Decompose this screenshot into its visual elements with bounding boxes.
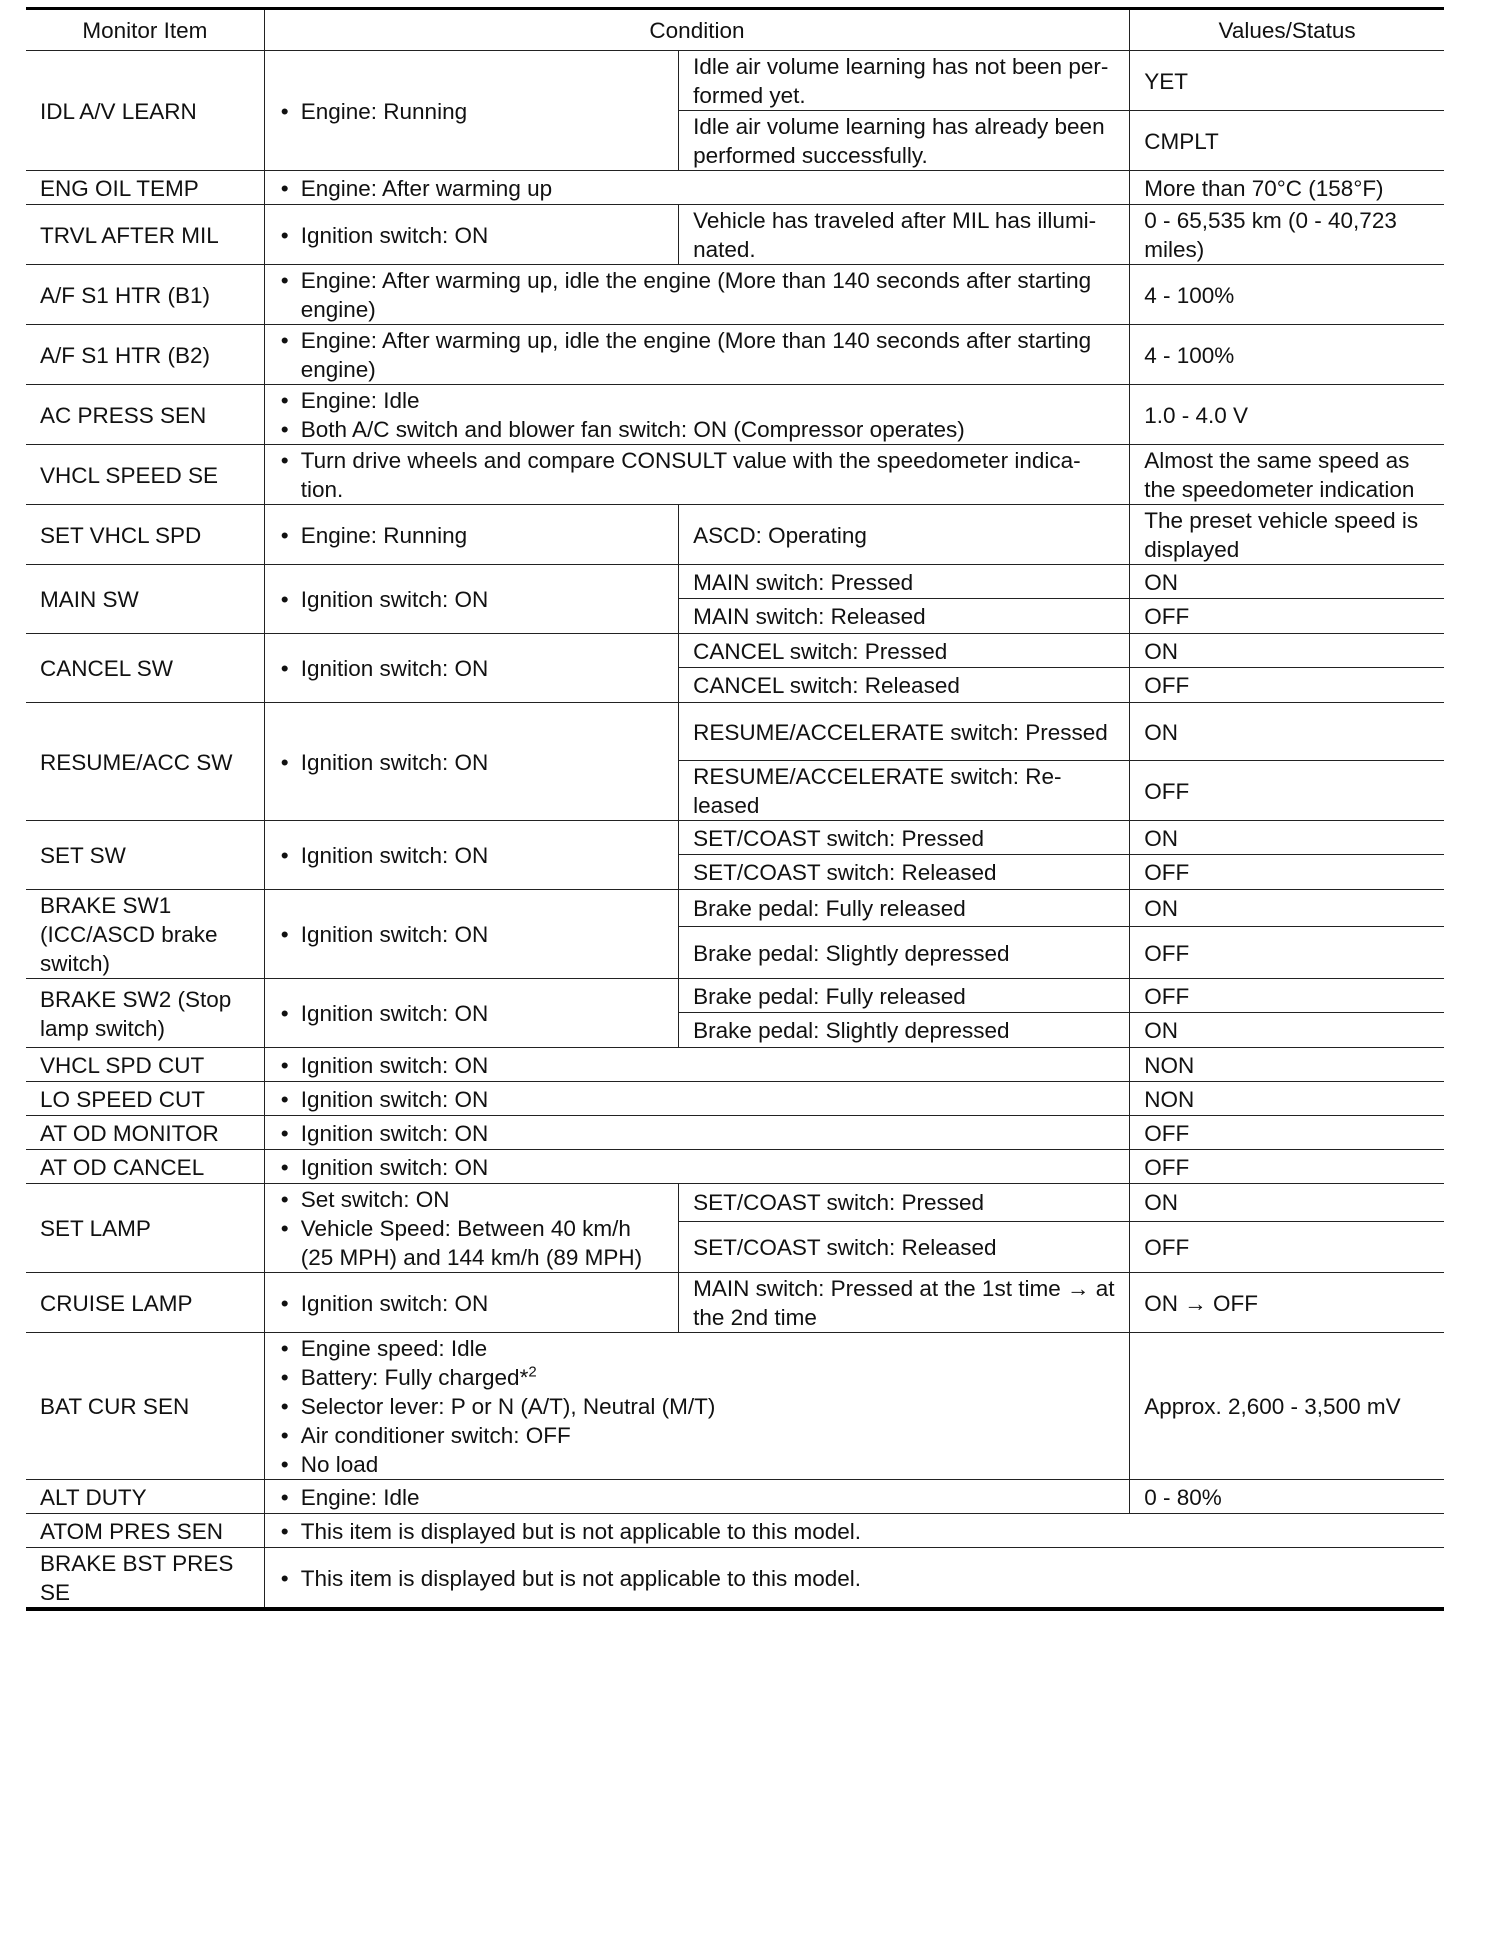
value-cell: ON: [1130, 565, 1444, 599]
condition-item: • Ignition switch: ON: [279, 1051, 1115, 1080]
condition-cell: [264, 703, 678, 821]
condition-list: [279, 1334, 1115, 1479]
value-cell: OFF: [1130, 599, 1444, 634]
condition-list: [279, 999, 664, 1028]
value-cell: More than 70°C (158°F): [1130, 171, 1444, 205]
condition-cell: [264, 890, 678, 979]
monitor-item-cell: ENG OIL TEMP: [26, 171, 264, 205]
table-row: [26, 565, 1444, 599]
monitor-item-cell: SET VHCL SPD: [26, 505, 264, 565]
condition-list: [279, 1185, 664, 1272]
condition-cell: [264, 1150, 1129, 1184]
value-cell: OFF: [1130, 855, 1444, 890]
value-cell: ON: [1130, 703, 1444, 761]
condition-cell: [264, 565, 678, 634]
condition-list: [279, 1119, 1115, 1148]
condition-cell: [264, 445, 1129, 505]
condition-item: • Vehicle Speed: Between 40 km/h (25 MPH) and 144 km/h (89 MPH): [279, 1214, 664, 1272]
condition-cell: [264, 205, 678, 265]
condition-item: • Set switch: ON: [279, 1185, 664, 1214]
monitor-item-cell: VHCL SPEED SE: [26, 445, 264, 505]
value-cell: Approx. 2,600 - 3,500 mV: [1130, 1333, 1444, 1480]
condition-list: [279, 920, 664, 949]
condition-cell: [264, 1514, 1444, 1548]
condition-cell: [264, 1184, 678, 1273]
condition-item: • Engine: After warming up, idle the engine (More than 140 seconds after starting engine): [279, 266, 1115, 324]
value-cell: The preset vehicle speed is displayed: [1130, 505, 1444, 565]
monitor-item-table: [26, 7, 1444, 1611]
condition-item: • Engine: After warming up: [279, 174, 1115, 203]
condition-list: [279, 1483, 1115, 1512]
table-row: [26, 325, 1444, 385]
value-cell: ON → OFF: [1130, 1273, 1444, 1333]
value-cell: ON: [1130, 890, 1444, 927]
table-row: [26, 1150, 1444, 1184]
table-row: [26, 821, 1444, 855]
value-cell: ON: [1130, 821, 1444, 855]
value-cell: Almost the same speed as the speedometer indication: [1130, 445, 1444, 505]
condition-cell: [264, 634, 678, 703]
condition-item: [279, 1363, 1115, 1392]
table-row: [26, 505, 1444, 565]
condition-item: • No load: [279, 1450, 1115, 1479]
condition-list: [279, 1517, 1430, 1546]
table-row: [26, 1333, 1444, 1480]
header-condition: Condition: [264, 9, 1129, 51]
condition-item: • Ignition switch: ON: [279, 1289, 664, 1318]
condition-item: • Engine: Idle: [279, 1483, 1115, 1512]
condition-list: [279, 1085, 1115, 1114]
condition-cell: [264, 1273, 678, 1333]
condition-cell: [264, 505, 678, 565]
monitor-item-cell: CANCEL SW: [26, 634, 264, 703]
monitor-item-cell: AT OD MONITOR: [26, 1116, 264, 1150]
value-cell: OFF: [1130, 1150, 1444, 1184]
condition-list: [279, 174, 1115, 203]
monitor-item-cell: SET LAMP: [26, 1184, 264, 1273]
condition-cell: [264, 821, 678, 890]
table-header-row: [26, 9, 1444, 51]
monitor-item-cell: ALT DUTY: [26, 1480, 264, 1514]
table-row: [26, 1116, 1444, 1150]
table-row: [26, 703, 1444, 761]
condition-list: [279, 1289, 664, 1318]
sub-condition-cell: RESUME/ACCELERATE switch: Pressed: [679, 703, 1130, 761]
condition-cell: [264, 1116, 1129, 1150]
condition-cell: [264, 1082, 1129, 1116]
monitor-item-cell: A/F S1 HTR (B2): [26, 325, 264, 385]
value-cell: OFF: [1130, 668, 1444, 703]
header-values-status: Values/Status: [1130, 9, 1444, 51]
value-cell: 0 - 80%: [1130, 1480, 1444, 1514]
monitor-item-cell: RESUME/ACC SW: [26, 703, 264, 821]
condition-list: [279, 1051, 1115, 1080]
table-row: [26, 205, 1444, 265]
condition-item: • Ignition switch: ON: [279, 221, 664, 250]
monitor-item-cell: CRUISE LAMP: [26, 1273, 264, 1333]
table-row: [26, 1548, 1444, 1610]
sub-condition-cell: Brake pedal: Slightly depressed: [679, 927, 1130, 979]
condition-list: [279, 521, 664, 550]
sub-condition-cell: MAIN switch: Pressed at the 1st time → at the 2nd time: [679, 1273, 1130, 1333]
condition-cell: [264, 385, 1129, 445]
monitor-item-cell: IDL A/V LEARN: [26, 51, 264, 171]
value-cell: OFF: [1130, 761, 1444, 821]
monitor-item-cell: AT OD CANCEL: [26, 1150, 264, 1184]
condition-list: [279, 1153, 1115, 1182]
sub-condition-cell: MAIN switch: Pressed: [679, 565, 1130, 599]
table-row: [26, 890, 1444, 927]
table-row: [26, 385, 1444, 445]
table-row: [26, 171, 1444, 205]
condition-cell: [264, 1048, 1129, 1082]
footnote-ref: 2: [528, 1363, 537, 1381]
condition-item: • Ignition switch: ON: [279, 999, 664, 1028]
condition-item: • Ignition switch: ON: [279, 841, 664, 870]
condition-item: • Ignition switch: ON: [279, 1153, 1115, 1182]
condition-list: [279, 585, 664, 614]
value-cell: 4 - 100%: [1130, 265, 1444, 325]
condition-cell: [264, 1480, 1129, 1514]
value-cell: 0 - 65,535 km (0 - 40,723 miles): [1130, 205, 1444, 265]
table-row: [26, 979, 1444, 1013]
condition-item: • Ignition switch: ON: [279, 1085, 1115, 1114]
value-cell: OFF: [1130, 1221, 1444, 1272]
condition-item: • Ignition switch: ON: [279, 920, 664, 949]
condition-list: [279, 748, 664, 777]
value-cell: YET: [1130, 51, 1444, 111]
condition-item: • Ignition switch: ON: [279, 1119, 1115, 1148]
table-row: [26, 1273, 1444, 1333]
monitor-item-cell: MAIN SW: [26, 565, 264, 634]
sub-condition-cell: Idle air volume learning has already been performed successfully.: [679, 111, 1130, 171]
sub-condition-cell: CANCEL switch: Pressed: [679, 634, 1130, 668]
condition-item: • Ignition switch: ON: [279, 585, 664, 614]
sub-condition-cell: Idle air volume learning has not been per-formed yet.: [679, 51, 1130, 111]
condition-item: • Ignition switch: ON: [279, 654, 664, 683]
table-row: [26, 51, 1444, 111]
condition-text: Battery: Fully charged*: [300, 1365, 529, 1390]
sub-condition-cell: Brake pedal: Fully released: [679, 979, 1130, 1013]
monitor-item-cell: BRAKE BST PRES SE: [26, 1548, 264, 1610]
condition-item: • Ignition switch: ON: [279, 748, 664, 777]
sub-condition-cell: MAIN switch: Released: [679, 599, 1130, 634]
condition-item: • This item is displayed but is not applicable to this model.: [279, 1564, 1430, 1593]
monitor-item-cell: BRAKE SW2 (Stop lamp switch): [26, 979, 264, 1048]
value-cell: OFF: [1130, 1116, 1444, 1150]
monitor-item-cell: SET SW: [26, 821, 264, 890]
value-cell: NON: [1130, 1048, 1444, 1082]
monitor-item-cell: A/F S1 HTR (B1): [26, 265, 264, 325]
value-cell: OFF: [1130, 979, 1444, 1013]
value-cell: NON: [1130, 1082, 1444, 1116]
condition-list: [279, 326, 1115, 384]
condition-list: [279, 654, 664, 683]
condition-cell: [264, 265, 1129, 325]
table-row: [26, 1184, 1444, 1222]
value-cell: 4 - 100%: [1130, 325, 1444, 385]
sub-condition-cell: SET/COAST switch: Released: [679, 1221, 1130, 1272]
condition-item: • Engine: After warming up, idle the engine (More than 140 seconds after starting engine): [279, 326, 1115, 384]
condition-item: • Engine: Running: [279, 97, 664, 126]
value-cell: ON: [1130, 1184, 1444, 1222]
header-monitor-item: Monitor Item: [26, 9, 264, 51]
monitor-item-cell: BAT CUR SEN: [26, 1333, 264, 1480]
table-row: [26, 1514, 1444, 1548]
table-row: [26, 1480, 1444, 1514]
condition-item: • Engine speed: Idle: [279, 1334, 1115, 1363]
sub-condition-cell: ASCD: Operating: [679, 505, 1130, 565]
condition-item: • Both A/C switch and blower fan switch: ON (Compressor operates): [279, 415, 1115, 444]
condition-item: • Engine: Idle: [279, 386, 1115, 415]
condition-cell: [264, 1333, 1129, 1480]
condition-item: • Turn drive wheels and compare CONSULT value with the speedometer indica-tion.: [279, 446, 1115, 504]
condition-list: [279, 841, 664, 870]
condition-list: [279, 266, 1115, 324]
value-cell: ON: [1130, 634, 1444, 668]
table-row: [26, 1048, 1444, 1082]
monitor-item-cell: LO SPEED CUT: [26, 1082, 264, 1116]
monitor-item-cell: BRAKE SW1 (ICC/ASCD brake switch): [26, 890, 264, 979]
monitor-item-cell: ATOM PRES SEN: [26, 1514, 264, 1548]
condition-item: • Engine: Running: [279, 521, 664, 550]
value-cell: 1.0 - 4.0 V: [1130, 385, 1444, 445]
condition-list: [279, 446, 1115, 504]
sub-condition-cell: SET/COAST switch: Pressed: [679, 1184, 1130, 1222]
sub-condition-cell: RESUME/ACCELERATE switch: Re-leased: [679, 761, 1130, 821]
table-row: [26, 1082, 1444, 1116]
condition-item: • This item is displayed but is not applicable to this model.: [279, 1517, 1430, 1546]
condition-list: [279, 221, 664, 250]
condition-list: [279, 1564, 1430, 1593]
condition-list: [279, 386, 1115, 444]
condition-cell: [264, 979, 678, 1048]
monitor-item-cell: TRVL AFTER MIL: [26, 205, 264, 265]
value-cell: CMPLT: [1130, 111, 1444, 171]
value-cell: ON: [1130, 1013, 1444, 1048]
sub-condition-cell: CANCEL switch: Released: [679, 668, 1130, 703]
condition-cell: [264, 51, 678, 171]
monitor-item-cell: AC PRESS SEN: [26, 385, 264, 445]
sub-condition-cell: Vehicle has traveled after MIL has illumi-nated.: [679, 205, 1130, 265]
condition-item: • Selector lever: P or N (A/T), Neutral (M/T): [279, 1392, 1115, 1421]
condition-cell: [264, 171, 1129, 205]
monitor-item-cell: VHCL SPD CUT: [26, 1048, 264, 1082]
condition-item: • Air conditioner switch: OFF: [279, 1421, 1115, 1450]
sub-condition-cell: Brake pedal: Slightly depressed: [679, 1013, 1130, 1048]
table-row: [26, 445, 1444, 505]
condition-list: [279, 97, 664, 126]
condition-cell: [264, 1548, 1444, 1610]
value-cell: OFF: [1130, 927, 1444, 979]
sub-condition-cell: SET/COAST switch: Pressed: [679, 821, 1130, 855]
table-row: [26, 634, 1444, 668]
sub-condition-cell: Brake pedal: Fully released: [679, 890, 1130, 927]
sub-condition-cell: SET/COAST switch: Released: [679, 855, 1130, 890]
condition-cell: [264, 325, 1129, 385]
table-row: [26, 265, 1444, 325]
